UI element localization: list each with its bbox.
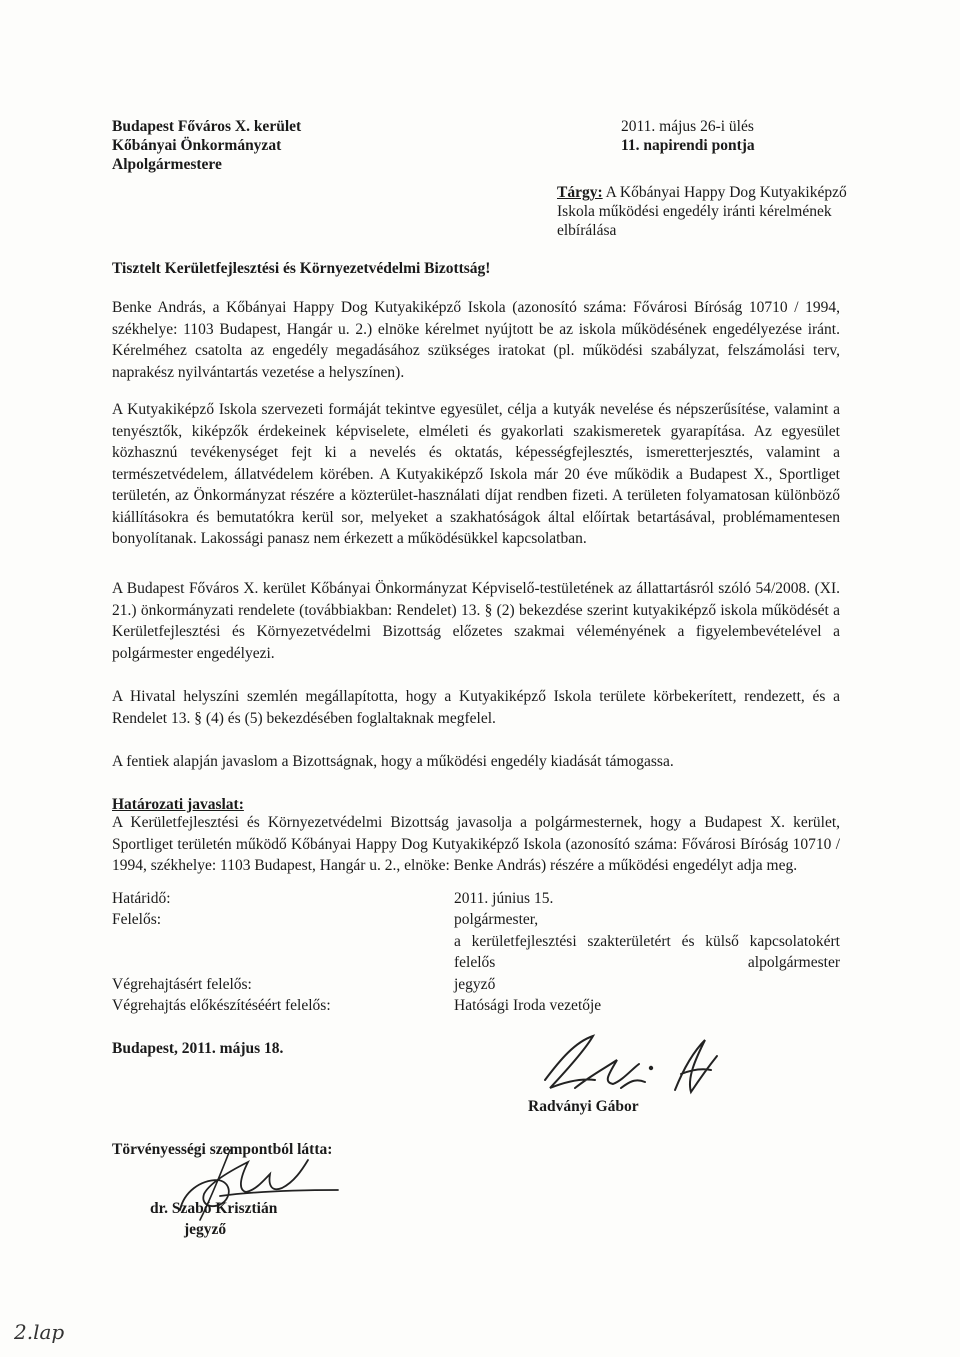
issuer-block [112, 117, 301, 174]
paragraph-1: Benke András, a Kőbányai Happy Dog Kutyakiképző Iskola (azonosító száma: Fővárosi Bíróság 10710 / 1994, székhelye: 1103 Budapest, Hangár u. 2.) elnöke kérelmet nyújtott be az iskola működésének engedélyezése iránt. Kérelméhez csatolta az engedély megadásához szükséges iratokat (pl. működési szabályzat, felszámolási terv, naprakész nyilvántartás vezetése a helyszínen). [112, 299, 840, 381]
salutation: Tisztelt Kerületfejlesztési és Környezetvédelmi Bizottság! [112, 260, 491, 277]
meeting-date: 2011. május 26-i ülés [621, 118, 754, 135]
preparation-value: Hatósági Iroda vezetője [454, 997, 602, 1014]
executor-value: jegyző [454, 976, 496, 993]
agenda-item: 11. napirendi pontja [621, 137, 755, 154]
issuer-line-1: Budapest Főváros X. kerület [112, 118, 302, 135]
paragraph-2: A Kutyakiképző Iskola szervezeti formáját tekintve egyesület, célja a kutyák nevelése és népszerűsítése, valamint a tenyésztők, kiképzők érdekeinek képviselete, elméleti és gyakorlati szakismeretek gyarapítása. Az egyesület közhasznú tevékenységet fejt ki a nevelés és oktatás, képességfejlesztés, ismeretterjesztés, valamint a természetvédelem, állatvédelem körében. A Kutyakiképző Iskola már 20 éve működik a Budapest X., Sportliget területén, az Önkormányzat részére a közterület-használati díjat rendben fizeti. A területen folyamatosan különböző kiállításokra és bemutatókra kerül sor, melyeket a szakhatóságok által előírtak betartásával, problémamentesen bonyolítanak. Lakossági panasz nem érkezett a működésükkel kapcsolatban. [112, 401, 840, 547]
responsible-label: Felelős: [112, 911, 162, 928]
paragraph-5: A fentiek alapján javaslom a Bizottságnak, hogy a működési engedély kiadását támogassa. [112, 753, 674, 770]
paragraph-3: A Budapest Főváros X. kerület Kőbányai Önkormányzat Képviselő-testületének az állattartásról szóló 54/2008. (XI. 21.) önkormányzati rendelete (továbbiakban: Rendelet) 13. § (2) bekezdése szerint kutyakiképző iskola működését a Kerületfejlesztési és Környezetvédelmi Bizottság előzetes szakmai véleményének a figyelembevételével a polgármester engedélyezi. [112, 580, 840, 662]
issuer-line-3: Alpolgármestere [112, 156, 222, 173]
deadline-value: 2011. június 15. [454, 890, 554, 907]
legality-name: dr. Szabó Krisztián [150, 1200, 278, 1217]
legality-label: Törvényességi szempontból látta: [112, 1141, 333, 1158]
legality-title: jegyző [184, 1221, 227, 1238]
subject-text: A Kőbányai Happy Dog Kutyakiképző Iskola működési engedély iránti kérelmének elbírálása [557, 184, 847, 239]
preparation-label: Végrehajtás előkészítéséért felelős: [112, 997, 331, 1014]
subject-label: Tárgy: [557, 184, 603, 201]
subject [557, 183, 847, 240]
place-date: Budapest, 2011. május 18. [112, 1040, 284, 1057]
resolution-heading: Határozati javaslat: [112, 796, 244, 813]
issuer-line-2: Kőbányai Önkormányzat [112, 137, 282, 154]
paragraph-4: A Hivatal helyszíni szemlén megállapította, hogy a Kutyakiképző Iskola területe körbekerített, rendezett, és a Rendelet 13. § (4) és (5) bekezdésében foglaltaknak megfelel. [112, 688, 840, 727]
responsible-value-2: a kerületfejlesztési szakterületért és külső kapcsolatokért felelős alpolgármester [454, 933, 840, 971]
deadline-label: Határidő: [112, 890, 171, 907]
signer-name: Radványi Gábor [528, 1098, 639, 1115]
signature-radvanyi [505, 1030, 725, 1102]
resolution-text: A Kerületfejlesztési és Környezetvédelmi Bizottság javasolja a polgármesternek, hogy a Budapest X. kerület, Sportliget területén működő Kőbányai Happy Dog Kutyakiképző Iskola (azonosító száma: Fővárosi Bíróság 10710 / 1994, székhelye: 1103 Budapest, Hangár u. 2., elnöke: Benke András) részére a működési engedélyt adja meg. [112, 814, 840, 874]
responsible-value-1: polgármester, [454, 911, 539, 928]
page-note: 2.lap [14, 1320, 65, 1344]
executor-label: Végrehajtásért felelős: [112, 976, 252, 993]
